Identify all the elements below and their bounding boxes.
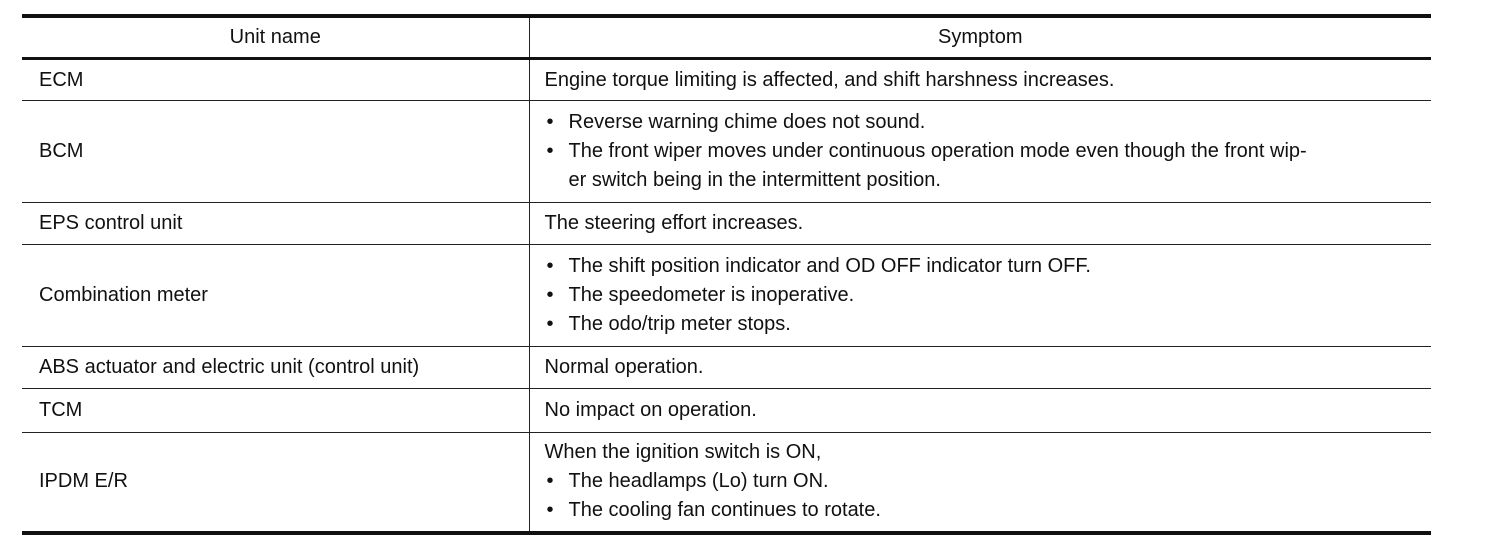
unit-name-cell: IPDM E/R (22, 433, 529, 533)
symptom-bullet: • The odo/trip meter stops. (545, 310, 1422, 339)
symptom-bullet: • Reverse warning chime does not sound. (545, 108, 1422, 137)
unit-name-cell: ABS actuator and electric unit (control unit) (22, 347, 529, 389)
unit-symptom-table (22, 14, 1431, 535)
table-row (22, 101, 1431, 203)
table-row (22, 203, 1431, 245)
symptom-list (545, 252, 1422, 339)
symptom-list (545, 108, 1422, 195)
symptom-bullet: • The shift position indicator and OD OFF indicator turn OFF. (545, 252, 1422, 281)
table-row (22, 245, 1431, 347)
unit-name-cell: Combination meter (22, 245, 529, 347)
table-row (22, 389, 1431, 433)
table-row (22, 347, 1431, 389)
unit-name-cell: BCM (22, 101, 529, 203)
table-row (22, 433, 1431, 533)
header-unit-name: Unit name (22, 16, 529, 59)
table-header-row (22, 16, 1431, 59)
header-symptom: Symptom (529, 16, 1431, 59)
symptom-cell (529, 101, 1431, 203)
symptom-bullet: • The speedometer is inoperative. (545, 281, 1422, 310)
symptom-intro: When the ignition switch is ON, (544, 441, 822, 464)
symptom-cell (529, 433, 1431, 533)
symptom-bullet: • The cooling fan continues to rotate. (545, 496, 1422, 525)
unit-name-cell: TCM (22, 389, 529, 433)
symptom-cell: Engine torque limiting is affected, and shift harshness increases. (529, 59, 1431, 101)
symptom-cell (529, 245, 1431, 347)
symptom-cell: The steering effort increases. (529, 203, 1431, 245)
unit-name-cell: EPS control unit (22, 203, 529, 245)
symptom-list (545, 467, 1422, 525)
symptom-bullet (545, 137, 1422, 195)
table-row (22, 59, 1431, 101)
symptom-bullet-text: • The front wiper moves under continuous operation mode even though the front wip- er switch being in the intermittent position. (568, 140, 1307, 191)
symptom-cell: No impact on operation. (529, 389, 1431, 433)
symptom-bullet: • The headlamps (Lo) turn ON. (545, 467, 1422, 496)
unit-name-cell: ECM (39, 68, 84, 91)
symptom-cell: Normal operation. (529, 347, 1431, 389)
